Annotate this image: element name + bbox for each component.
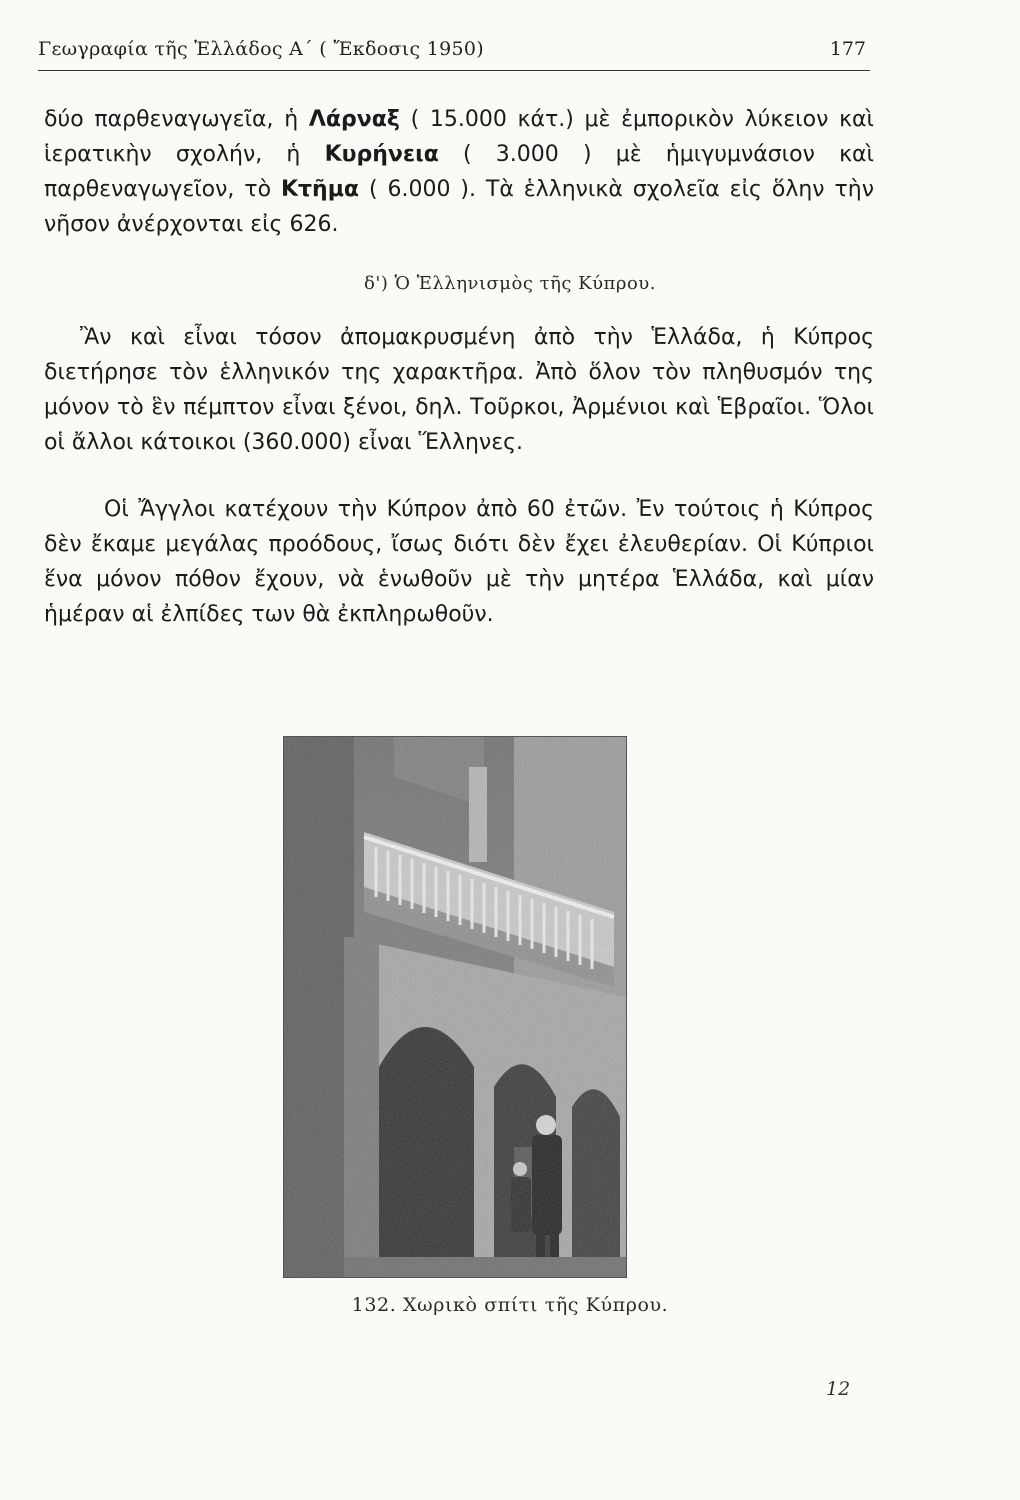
page-number: 177	[829, 38, 866, 60]
paragraph-schools	[44, 102, 874, 242]
paragraph-hellenism: Ἂν καὶ εἶναι τόσον ἀπομακρυσμένη ἀπὸ τὴν Ἑλλάδα, ἡ Κύπρος διετήρησε τὸν ἑλληνικόν της χαρακτῆρα. Ἀπὸ ὅλον τὸν πληθυσμόν της μόνον τὸ ἓν πέμπτον εἶναι ξένοι, δηλ. Τοῦρκοι, Ἀρμένιοι καὶ Ἑβραῖοι. Ὅλοι οἱ ἄλλοι κάτοικοι (360.000) εἶναι Ἕλληνες.	[44, 325, 874, 455]
paragraph-text: ( 6.000 ). Τὰ ἑλληνικὰ σχολεῖα εἰς ὅλην τὴν νῆσον ἀνέρχονται εἰς 626.	[44, 177, 874, 237]
running-header	[38, 36, 870, 71]
place-name-larnax: Λάρναξ	[308, 107, 400, 132]
paragraph-text: δύο παρθεναγωγεῖα, ἡ	[44, 107, 309, 132]
paragraph-english-rule: Οἱ Ἄγγλοι κατέχουν τὴν Κύπρον ἀπὸ 60 ἐτῶν. Ἐν τούτοις ἡ Κύπρος δὲν ἔκαμε μεγάλας προόδους, ἴσως διότι δὲν ἔχει ἐλευθερίαν. Οἱ Κύπριοι ἕνα μόνον πόθον ἔχουν, νὰ ἑνωθοῦν μὲ τὴν μητέρα Ἑλλάδα, καὶ μίαν ἡμέραν αἱ ἐλπίδες των θὰ ἐκπληρωθοῦν.	[44, 497, 874, 627]
figure-caption: 132. Χωρικὸ σπίτι τῆς Κύπρου.	[351, 1294, 669, 1316]
paragraph-text: ( 3.000 ) μὲ ἡμιγυμνάσιον καὶ παρθεναγωγεῖον, τὸ	[44, 142, 874, 202]
village-house-photo	[283, 736, 627, 1278]
paragraph-text: ( 15.000 κάτ.) μὲ ἐμπορικὸν λύκειον καὶ ἱερατικὴν σχολήν, ἡ	[44, 107, 874, 167]
header-title: Γεωγραφία τῆς Ἑλλάδος Α΄ ( Ἔκδοσις 1950)	[38, 38, 485, 60]
place-name-kyrenia: Κυρήνεια	[324, 142, 439, 167]
section-heading: δ') Ὁ Ἑλληνισμὸς τῆς Κύπρου.	[364, 273, 656, 294]
printer-signature-mark: 12	[826, 1378, 851, 1400]
place-name-ktima: Κτῆμα	[280, 177, 360, 202]
